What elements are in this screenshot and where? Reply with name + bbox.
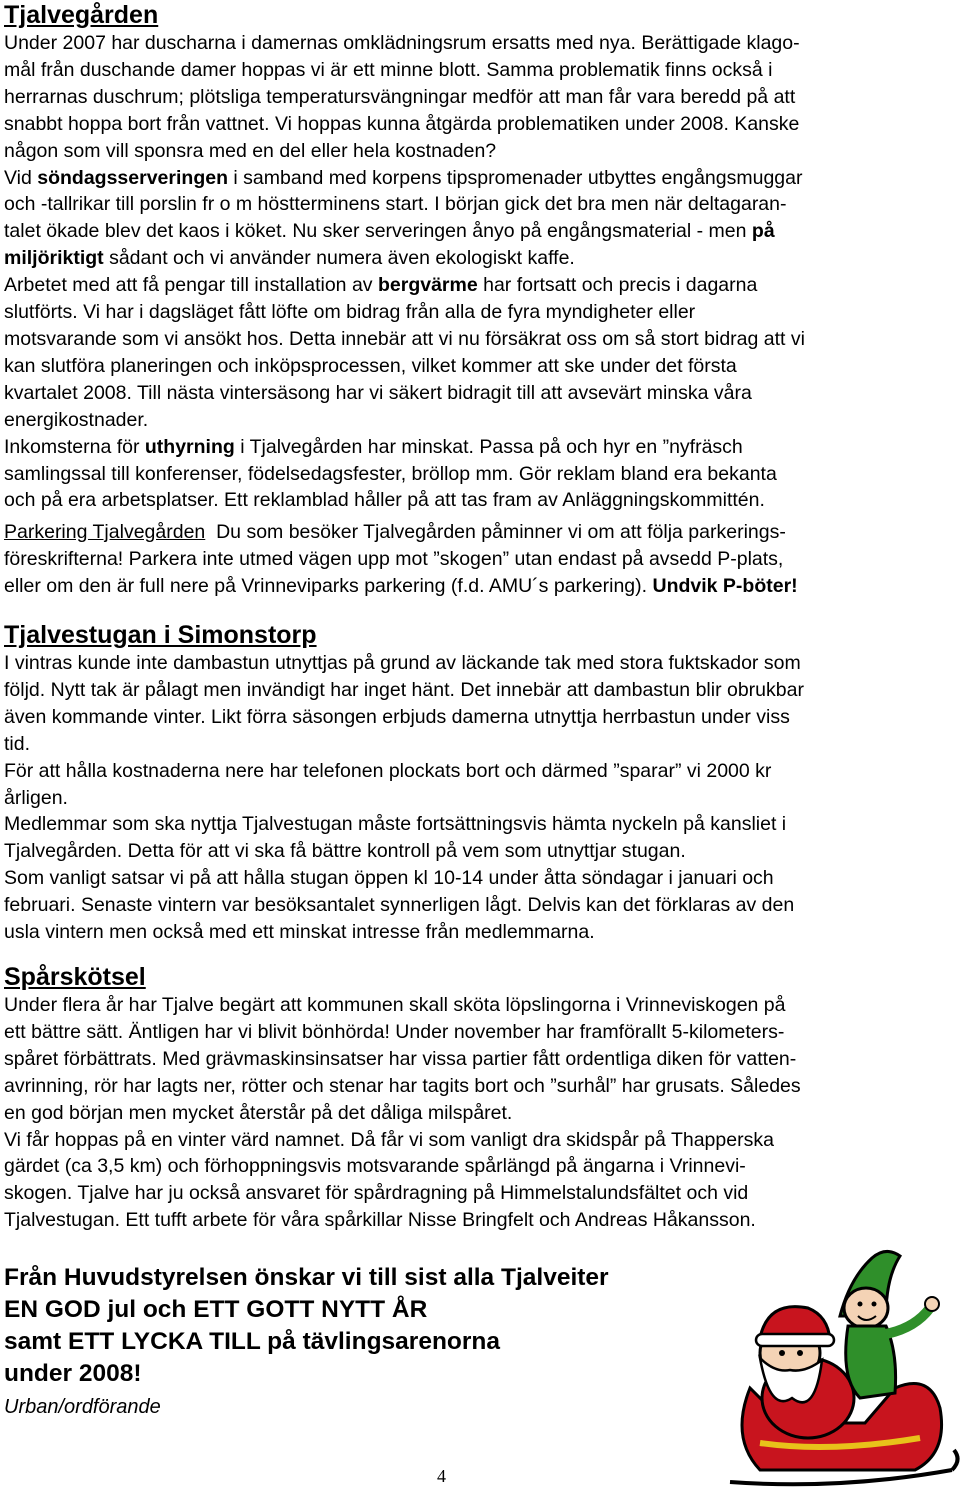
heading-tjalvegarden: Tjalvegården [4,1,159,29]
santa-sleigh-illustration [690,1238,960,1490]
paragraph-sparskotsel [4,992,956,1234]
text-line: För att hålla kostnaderna nere har telefonen plockats bort och därmed ”sparar” vi 2000 kr [4,759,772,782]
text-line: årligen. [4,786,68,809]
text-span: Du som besöker Tjalvegården påminner vi om att följa parkerings- [205,521,786,543]
text-line: februari. Senaste vintern var besöksantalet synnerligen lågt. Delvis kan det förklaras av den [4,894,795,917]
text-line [4,165,956,192]
text-line: följd. Nytt tak är pålagt men invändigt har inget hänt. Det innebär att dambastun blir obrukbar [4,678,804,701]
paragraph-rental [4,434,956,515]
text-line: Under flera år har Tjalve begärt att kommunen skall sköta löpslingorna i Vrinneviskogen på [4,994,786,1016]
paragraph-showers [4,30,956,165]
text-span: i samband med korpens tipspromenader utbyttes engångsmuggar [227,166,803,189]
text-line [4,272,956,299]
text-span: Inkomsterna för [4,435,145,458]
text-line: Som vanligt satsar vi på att hålla stugan öppen kl 10-14 under åtta söndagar i januari och [4,867,774,890]
greeting-line: under 2008! [4,1360,142,1387]
signature: Urban/ordförande [4,1396,161,1418]
text-line: kvartalet 2008. Till nästa vintersäsong har vi säkert bidragit till att avsevärt minska våra [4,381,752,404]
text-span: Vid [4,166,38,189]
paragraph-sunday-service [4,165,956,273]
paragraph-geothermal [4,272,956,433]
text-line: motsvarande som vi ansökt hos. Detta innebär att vi nu försäkrat oss om så stort bidrag att vi [4,327,805,350]
text-line: och på era arbetsplatser. Ett reklamblad håller på att tas fram av Anläggningskommittén. [4,489,765,512]
text-span: har fortsatt och precis i dagarna [477,274,758,297]
text-line: kan slutföra planeringen och inköpsprocessen, vilket kommer att ske under det första [4,354,737,377]
text-span: i Tjalvegården har minskat. Passa på och hyr en ”nyfräsch [234,435,743,458]
text-line: Under 2007 har duscharna i damernas omklädningsrum ersatts med nya. Berättigade klago- [4,32,800,54]
text-line: föreskrifterna! Parkera inte utmed vägen upp mot ”skogen” utan endast på avsedd P-plats, [4,547,784,570]
text-line: någon som vill sponsra med en del eller hela kostnaden? [4,139,497,162]
text-line: slutförts. Vi har i dagsläget fått löfte om bidrag från alla de fyra myndigheter eller [4,301,696,324]
greeting-line: Från Huvudstyrelsen önskar vi till sist alla Tjalveiter [4,1264,609,1291]
bold-text: miljöriktigt [4,247,104,270]
text-span: eller om den är full nere på Vrinneviparks parkering (f.d. AMU´s parkering). [4,574,653,597]
text-line: tid. [4,732,31,755]
paragraph-tjalvestugan [4,650,956,946]
text-line: Vi får hoppas på en vinter värd namnet. Då får vi som vanligt dra skidspår på Thapperska [4,1128,774,1151]
greeting-line: samt ETT LYCKA TILL på tävlingsarenorna [4,1328,501,1355]
bold-text: uthyrning [144,435,235,458]
text-line: Tjalvegården. Detta för att vi ska få bättre kontroll på vem som utnyttjar stugan. [4,840,686,863]
section-sparskotsel [4,962,956,1234]
text-line: även kommande vinter. Likt förra säsongen erbjuds damerna utnyttja herrbastun under viss [4,705,790,728]
text-line: mål från duschande damer hoppas vi är ett minne blott. Samma problematik finns också i [4,58,773,81]
text-line: usla vintern men också med ett minskat intresse från medlemmarna. [4,921,595,944]
text-line: snabbt hoppa bort från vattnet. Vi hoppas kunna åtgärda problematiken under 2008. Kanske [4,112,800,135]
bold-text: bergvärme [377,274,478,297]
text-line: samlingssal till konferenser, födelsedagsfester, bröllop mm. Gör reklam bland era bekanta [4,462,777,485]
holiday-greeting [4,1262,684,1390]
text-line [4,218,956,245]
text-line: herrarnas duschrum; plötsliga temperatursvängningar medför att man får vara beredd på att [4,85,796,108]
text-line: I vintras kunde inte dambastun utnyttjas på grund av läckande tak med stora fuktskador som [4,652,801,674]
heading-sparskotsel: Spårskötsel [4,963,146,991]
text-line: skogen. Tjalve har ju också ansvaret för spårdragning på Himmelstalundsfältet och vid [4,1182,749,1205]
section-tjalvegarden [4,0,956,514]
text-line: en god början men mycket återstår på det dåliga milspåret. [4,1101,513,1124]
text-line [4,573,956,600]
page-number: 4 [437,1466,446,1486]
text-span: talet ökade blev det kaos i köket. Nu sker serveringen ånyo på engångsmaterial - men [4,220,752,243]
section-tjalvestugan [4,620,956,946]
bold-text: Undvik P-böter! [652,574,798,597]
text-line: gärdet (ca 3,5 km) och förhoppningsvis motsvarande spårlängd på ängarna i Vrinnevi- [4,1155,746,1178]
text-span: sådant och vi använder numera även ekologiskt kaffe. [103,247,575,270]
text-line: Medlemmar som ska nyttja Tjalvestugan måste fortsättningsvis hämta nyckeln på kansliet i [4,813,787,836]
heading-tjalvestugan: Tjalvestugan i Simonstorp [4,621,317,649]
text-line: avrinning, rör har lagts ner, rötter och stenar har tagits bort och ”surhål” har grusats. Således [4,1074,801,1097]
greeting-line: EN GOD jul och ETT GOTT NYTT ÅR [4,1296,428,1323]
text-span: Arbetet med att få pengar till installation av [4,274,378,297]
text-line: och -tallrikar till porslin fr o m höstterminens start. I början gick det bra men när deltagaran- [4,193,787,216]
text-line: energikostnader. [4,408,149,431]
text-line [4,519,956,546]
text-line [4,434,956,461]
text-line [4,245,956,272]
paragraph-parking [4,519,956,600]
text-line: spåret förbättrats. Med grävmaskinsinsatser har vissa partier fått ordentliga diken för vatten- [4,1047,797,1070]
parking-subheading: Parkering Tjalvegården [4,521,206,543]
bold-text: på [751,220,775,243]
bold-text: söndagsserveringen [37,166,228,189]
text-line: Tjalvestugan. Ett tufft arbete för våra spårkillar Nisse Bringfelt och Andreas Håkansson. [4,1209,756,1232]
text-line: ett bättre sätt. Äntligen har vi blivit bönhörda! Under november har framförallt 5-kilometers- [4,1020,785,1043]
